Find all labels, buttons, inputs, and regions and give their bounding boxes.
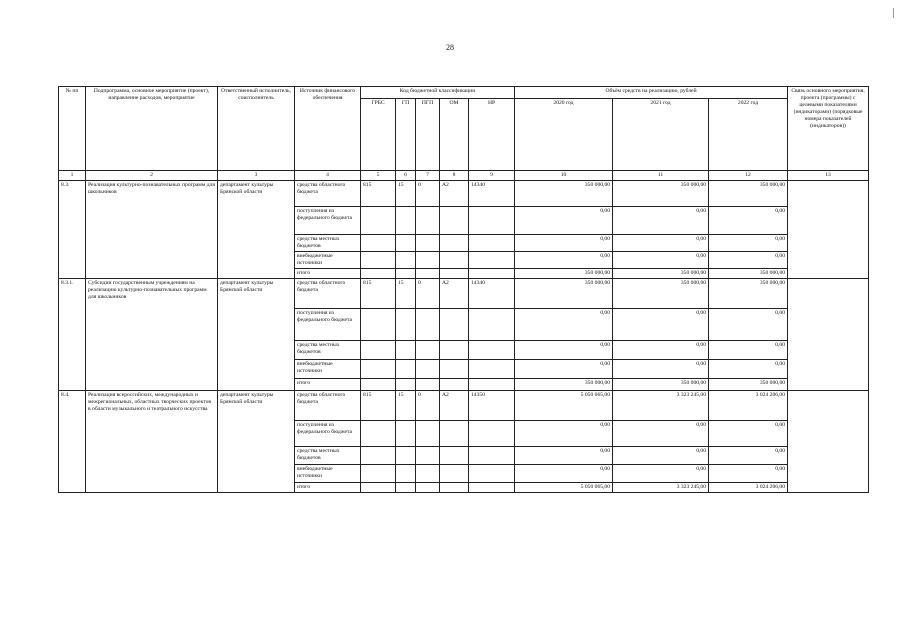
executor: департамент культуры Брянской области: [218, 279, 295, 391]
header-executor: Ответственный исполнитель, соисполнитель: [218, 87, 295, 171]
table-row: [59, 279, 869, 309]
amount-2021: 0,00: [613, 235, 709, 252]
gp-code: 15: [396, 391, 416, 421]
amount-2021: 0,00: [613, 421, 709, 447]
header-2020: 2020 год: [515, 99, 613, 171]
amount-2022: 0,00: [709, 252, 788, 269]
table-row: [59, 391, 869, 421]
source-total: итого: [295, 483, 361, 493]
amount-2022: 0,00: [709, 465, 788, 483]
nr-code: 14340: [469, 181, 515, 207]
nr-code: 14350: [469, 391, 515, 421]
amount-2020: 0,00: [515, 447, 613, 465]
executor: департамент культуры Брянской области: [218, 391, 295, 493]
amount-2022: 3 024 206,00: [709, 391, 788, 421]
amount-2022: 0,00: [709, 309, 788, 341]
column-number: 11: [613, 171, 709, 181]
total-2020: 350 000,00: [515, 269, 613, 279]
total-2020: 350 000,00: [515, 379, 613, 391]
amount-2020: 350 000,00: [515, 279, 613, 309]
source-regional: средства областного бюджета: [295, 181, 361, 207]
amount-2022: 0,00: [709, 341, 788, 360]
header-budget-code: Код бюджетной классификации: [361, 87, 515, 99]
source-federal: поступления из федерального бюджета: [295, 309, 361, 341]
om-code: А2: [440, 391, 469, 421]
amount-2020: 0,00: [515, 421, 613, 447]
om-code: А2: [440, 181, 469, 207]
indicator-link: [788, 181, 869, 279]
column-number: 13: [788, 171, 869, 181]
total-2022: 350 000,00: [709, 379, 788, 391]
header-pgp: ПГП: [416, 99, 440, 171]
source-total: итого: [295, 379, 361, 391]
amount-2021: 0,00: [613, 309, 709, 341]
amount-2020: 0,00: [515, 235, 613, 252]
amount-2021: 0,00: [613, 447, 709, 465]
column-numbers-row: [59, 171, 869, 181]
total-2022: 3 024 206,00: [709, 483, 788, 493]
header-source: Источник финансового обеспечения: [295, 87, 361, 171]
amount-2022: 0,00: [709, 360, 788, 379]
om-code: А2: [440, 279, 469, 309]
header-om: ОМ: [440, 99, 469, 171]
grbs-code: 815: [361, 279, 396, 309]
column-number: 8: [440, 171, 469, 181]
header-nr: НР: [469, 99, 515, 171]
row-number: 8.3.1.: [59, 279, 86, 391]
gp-code: 15: [396, 181, 416, 207]
column-number: 9: [469, 171, 515, 181]
source-extra: внебюджетные источники: [295, 360, 361, 379]
source-local: средства местных бюджетов: [295, 341, 361, 360]
indicator-link: [788, 391, 869, 493]
amount-2020: 0,00: [515, 207, 613, 235]
header-grbs: ГРБС: [361, 99, 396, 171]
program-table: [58, 86, 869, 493]
header-num: № пп: [59, 87, 86, 171]
column-number: 7: [416, 171, 440, 181]
column-number: 1: [59, 171, 86, 181]
total-2022: 350 000,00: [709, 269, 788, 279]
nr-code: 14340: [469, 279, 515, 309]
pgp-code: 0: [416, 391, 440, 421]
source-regional: средства областного бюджета: [295, 391, 361, 421]
column-number: 2: [86, 171, 218, 181]
column-number: 10: [515, 171, 613, 181]
total-2021: 350 000,00: [613, 379, 709, 391]
amount-2020: 0,00: [515, 309, 613, 341]
amount-2022: 0,00: [709, 421, 788, 447]
amount-2022: 0,00: [709, 235, 788, 252]
pgp-code: 0: [416, 181, 440, 207]
measure-name: Реализация культурно-познавательных программ для школьников: [86, 181, 218, 279]
source-federal: поступления из федерального бюджета: [295, 207, 361, 235]
column-number: 4: [295, 171, 361, 181]
amount-2022: 350 000,00: [709, 181, 788, 207]
source-extra: внебюджетные источники: [295, 465, 361, 483]
page-number: 28: [446, 43, 454, 52]
amount-2021: 350 000,00: [613, 279, 709, 309]
header-link: Связь основного мероприятия, проекта (программы) с целевыми показателями (индикаторами) (порядковые номера показателей (индикаторов)): [788, 87, 869, 171]
pgp-code: 0: [416, 279, 440, 309]
header-volume: Объём средств на реализацию, рублей: [515, 87, 788, 99]
source-local: средства местных бюджетов: [295, 235, 361, 252]
grbs-code: 815: [361, 181, 396, 207]
column-number: 12: [709, 171, 788, 181]
amount-2020: 0,00: [515, 360, 613, 379]
amount-2020: 0,00: [515, 252, 613, 269]
total-2020: 5 050 065,00: [515, 483, 613, 493]
column-number: 3: [218, 171, 295, 181]
column-number: 6: [396, 171, 416, 181]
gp-code: 15: [396, 279, 416, 309]
amount-2022: 0,00: [709, 207, 788, 235]
indicator-link: [788, 279, 869, 391]
total-2021: 3 323 245,00: [613, 483, 709, 493]
grbs-code: 815: [361, 391, 396, 421]
amount-2020: 5 050 065,00: [515, 391, 613, 421]
measure-name: Субсидии государственным учреждениям на реализацию культурно-познавательных программ для школьников: [86, 279, 218, 391]
header-name: Подпрограмма, основное мероприятие (проект), направление расходов, мероприятие: [86, 87, 218, 171]
amount-2021: 0,00: [613, 252, 709, 269]
amount-2020: 350 000,00: [515, 181, 613, 207]
column-number: 5: [361, 171, 396, 181]
source-regional: средства областного бюджета: [295, 279, 361, 309]
header-2022: 2022 год: [709, 99, 788, 171]
amount-2020: 0,00: [515, 465, 613, 483]
amount-2020: 0,00: [515, 341, 613, 360]
header-gp: ГП: [396, 99, 416, 171]
amount-2021: 350 000,00: [613, 181, 709, 207]
table-row: [59, 181, 869, 207]
amount-2021: 0,00: [613, 465, 709, 483]
scan-mark: [893, 8, 894, 18]
amount-2021: 3 323 245,00: [613, 391, 709, 421]
amount-2022: 0,00: [709, 447, 788, 465]
source-federal: поступления из федерального бюджета: [295, 421, 361, 447]
total-2021: 350 000,00: [613, 269, 709, 279]
amount-2021: 0,00: [613, 360, 709, 379]
source-extra: внебюджетные источники: [295, 252, 361, 269]
source-local: средства местных бюджетов: [295, 447, 361, 465]
amount-2022: 350 000,00: [709, 279, 788, 309]
source-total: итого: [295, 269, 361, 279]
amount-2021: 0,00: [613, 207, 709, 235]
header-2021: 2021 год: [613, 99, 709, 171]
executor: департамент культуры Брянской области: [218, 181, 295, 279]
amount-2021: 0,00: [613, 341, 709, 360]
row-number: 8.3.: [59, 181, 86, 279]
measure-name: Реализация всероссийских, международных и межрегиональных, областных творческих проектов в области музыкального и театрального искусства: [86, 391, 218, 493]
row-number: 8.4.: [59, 391, 86, 493]
